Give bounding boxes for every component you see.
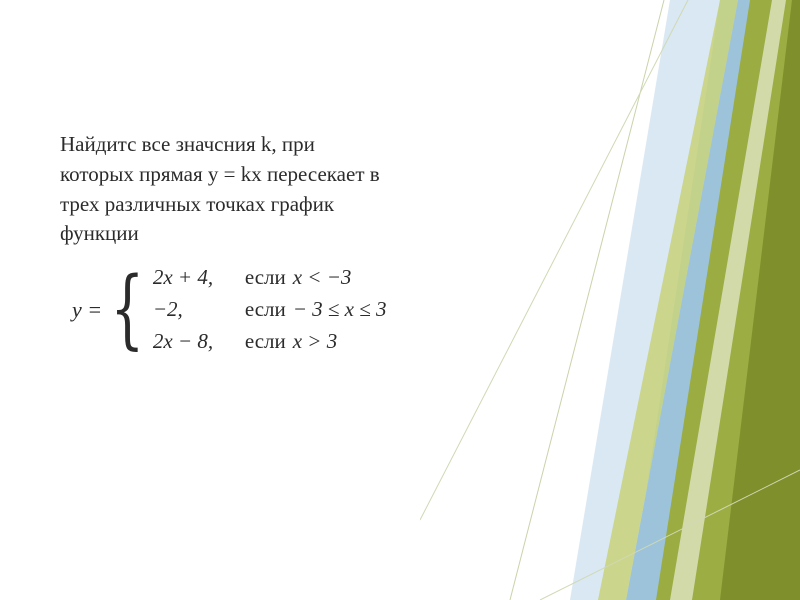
case-condition-word: если	[244, 297, 286, 322]
problem-statement	[60, 130, 480, 249]
problem-line-4: функции	[60, 221, 139, 246]
formula-case-row	[153, 297, 387, 322]
problem-line-3: трех различных точках график	[60, 191, 335, 216]
left-brace: {	[110, 258, 145, 359]
formula-case-row	[153, 329, 387, 354]
case-expression: 2x + 4,	[152, 265, 214, 290]
formula-case-row	[153, 265, 387, 290]
case-expression: 2x − 8,	[152, 329, 214, 354]
case-condition: x < −3	[292, 265, 352, 290]
case-expression: −2,	[152, 297, 183, 322]
formula-cases	[151, 265, 387, 354]
piecewise-formula	[72, 258, 480, 359]
case-condition-word: если	[244, 329, 286, 354]
case-condition: x > 3	[292, 329, 338, 354]
case-condition-word: если	[244, 265, 286, 290]
problem-content	[60, 130, 480, 359]
problem-line-2: которых прямая y = kx пересекает в	[60, 161, 380, 186]
formula-lhs: y =	[72, 296, 103, 322]
problem-line-1: Найдитс все значсния k, при	[60, 132, 315, 156]
case-condition: − 3 ≤ x ≤ 3	[292, 297, 387, 322]
